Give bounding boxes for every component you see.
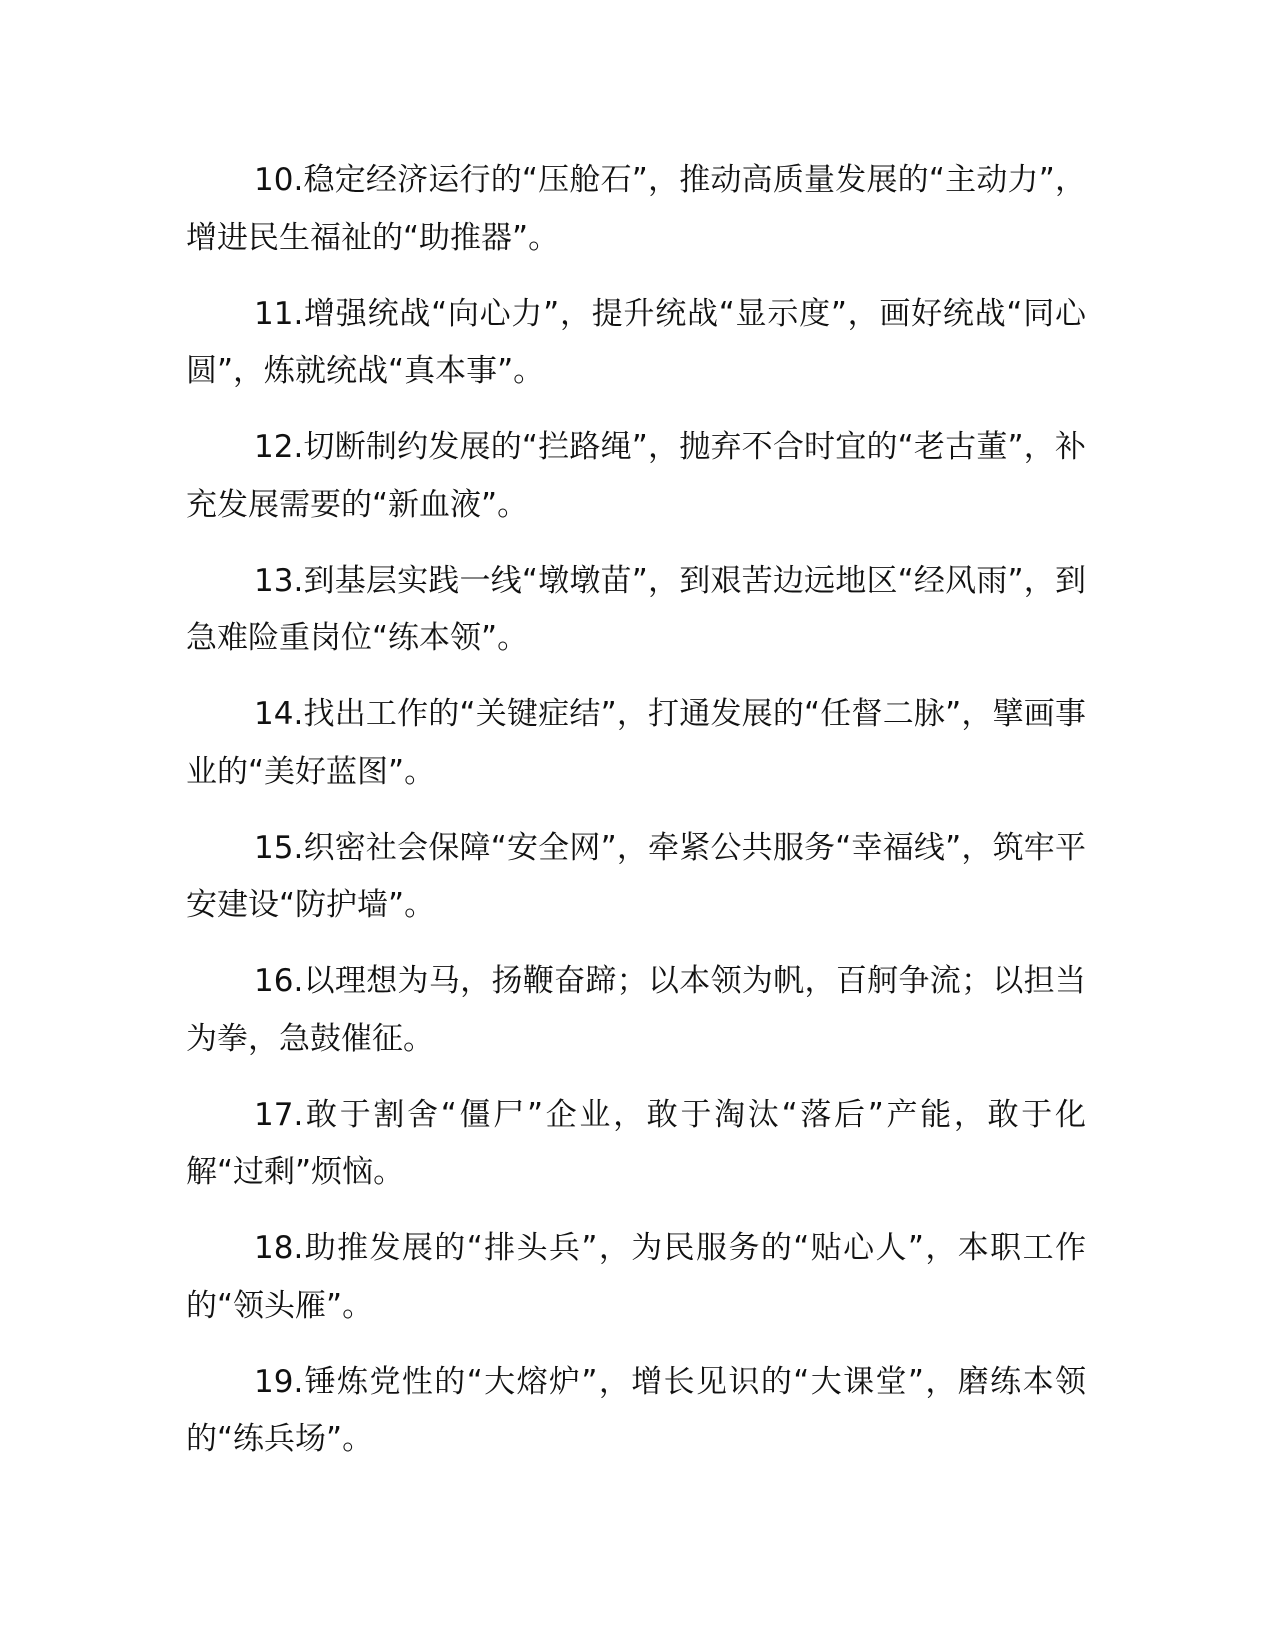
paragraph-14: 14.找出工作的“关键症结”，打通发展的“任督二脉”，擘画事业的“美好蓝图”。: [186, 696, 1086, 790]
paragraph-12: 12.切断制约发展的“拦路绳”，抛弃不合时宜的“老古董”，补充发展需要的“新血液”。: [186, 429, 1086, 523]
paragraph-17: 17.敢于割舍“僵尸”企业，敢于淘汰“落后”产能，敢于化解“过剩”烦恼。: [186, 1096, 1086, 1190]
paragraph-15: 15.织密社会保障“安全网”，牵紧公共服务“幸福线”，筑牢平安建设“防护墙”。: [186, 829, 1086, 923]
paragraph-16: 16.以理想为马，扬鞭奋蹄；以本领为帆，百舸争流；以担当为拳，急鼓催征。: [186, 963, 1086, 1057]
paragraph-10: 10.稳定经济运行的“压舱石”，推动高质量发展的“主动力”，增进民生福祉的“助推器”。: [186, 162, 1086, 256]
document-page: [186, 152, 1086, 1487]
paragraph-11: 11.增强统战“向心力”，提升统战“显示度”，画好统战“同心圆”，炼就统战“真本事”。: [186, 295, 1086, 389]
paragraph-18: 18.助推发展的“排头兵”，为民服务的“贴心人”，本职工作的“领头雁”。: [186, 1230, 1086, 1324]
paragraph-13: 13.到基层实践一线“墩墩苗”，到艰苦边远地区“经风雨”，到急难险重岗位“练本领”。: [186, 562, 1086, 656]
paragraph-19: 19.锤炼党性的“大熔炉”，增长见识的“大课堂”，磨练本领的“练兵场”。: [186, 1363, 1086, 1457]
